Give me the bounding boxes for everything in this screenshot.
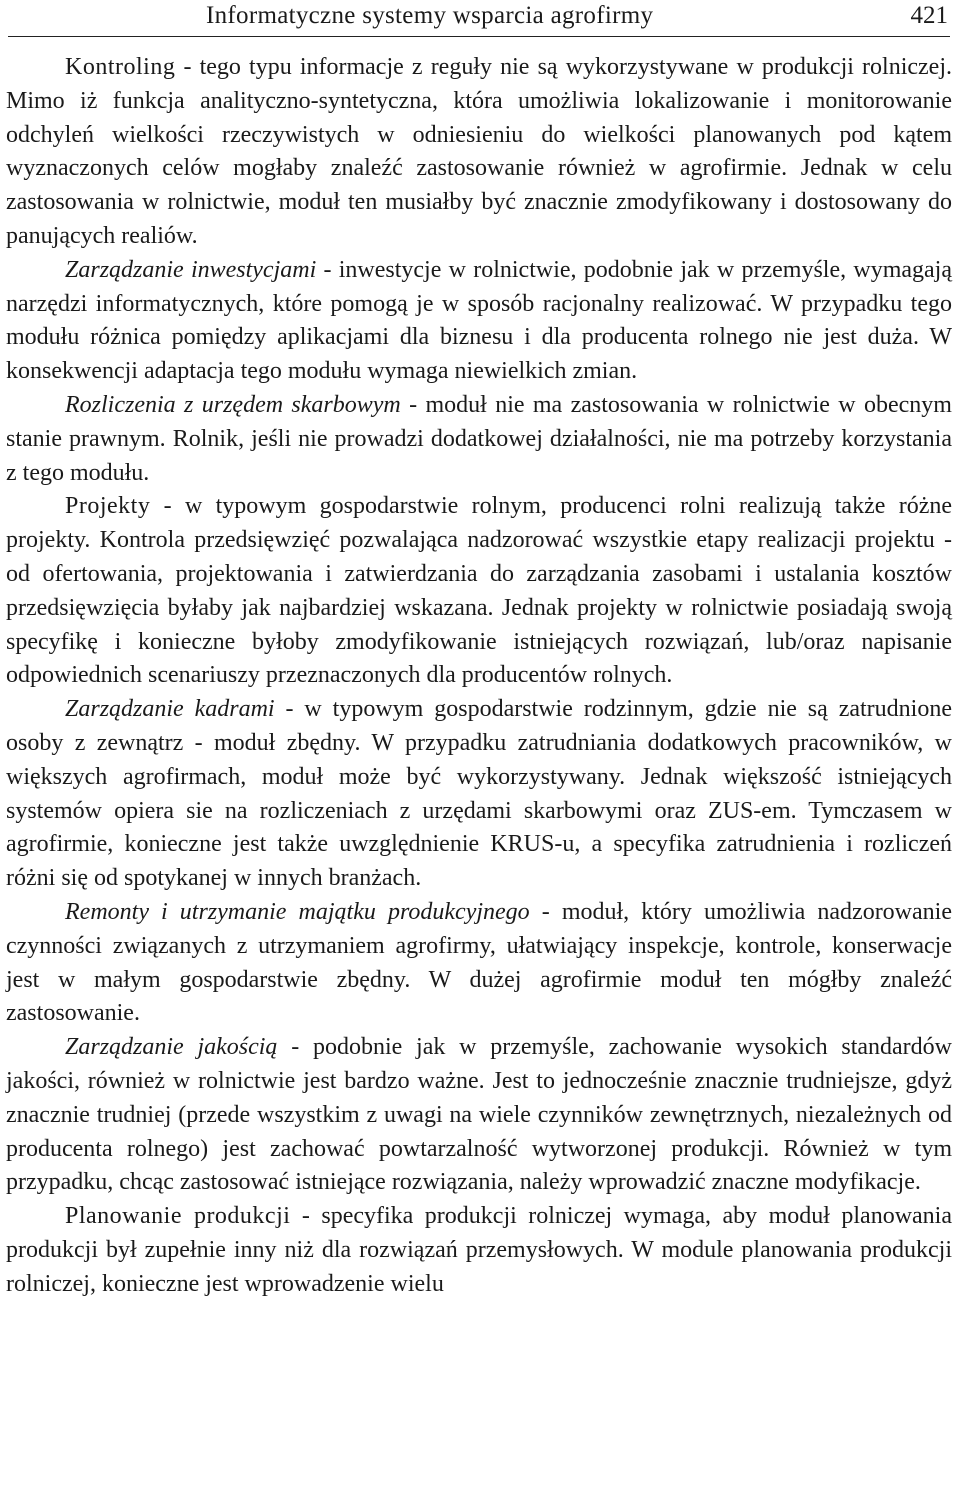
paragraph-planowanie-produkcji <box>6 1200 952 1301</box>
paragraph-text: - podobnie jak w przemyśle, zachowanie wysokich standardów jakości, również w rolnictwie jest bardzo ważne. Jest to jednocześnie znacznie trudniejsze, gdyż znacznie trudniej (przede wszystkim z uwagi na wiele czynników zewnętrznych, niezależnych od producenta rolnego) jest zachować powtarzalność wytworzonej produkcji. Również w tym przypadku, chcąc zastosować istniejące rozwiązania, należy wprowadzić znaczne modyfikacje. <box>6 1034 953 1196</box>
page-number: 421 <box>910 2 948 29</box>
paragraph-text: - w typowym gospodarstwie rodzinnym, gdzie nie są zatrudnione osoby z zewnątrz - moduł zbędny. W przypadku zatrudniania dodatkowych pracowników, w większych agrofirmach, moduł może być wykorzystywany. Jednak większość istniejących systemów opiera sie na rozliczeniach z urzędami skarbowymi oraz ZUS-em. Tymczasem w agrofirmie, konieczne jest także uwzględnienie KRUS-u, a specyfika zatrudnienia i rozliczeń różni się od spotykanej w innych branżach. <box>6 696 952 892</box>
paragraph-projekty <box>6 490 952 693</box>
paragraph-zarzadzanie-inwestycjami <box>6 254 952 389</box>
paragraph-term: Rozliczenia z urzędem skarbowym <box>65 391 401 418</box>
paragraph-term: Projekty <box>65 493 151 520</box>
paragraph-remonty <box>6 896 952 1031</box>
paragraph-term: Zarządzanie jakością <box>65 1034 278 1061</box>
paragraph-rozliczenia <box>6 389 952 490</box>
paragraph-kontroling <box>6 51 952 254</box>
paragraph-zarzadzanie-jakoscia <box>6 1031 952 1200</box>
body-text <box>6 51 952 1301</box>
paragraph-text: - moduł nie ma zastosowania w rolnictwie w obecnym stanie prawnym. Rolnik, jeśli nie prowadzi dodatkowej działalności, nie ma potrzeby korzystania z tego modułu. <box>6 391 952 486</box>
paragraph-text: - moduł, który umożliwia nadzorowanie czynności związanych z utrzymaniem agrofirmy, ułatwiający inspekcje, kontrole, konserwacje jest w małym gospodarstwie zbędny. W dużej agrofirmie moduł ten mógłby znaleźć zastosowanie. <box>6 898 952 1027</box>
paragraph-term: Planowanie produkcji <box>65 1203 291 1230</box>
running-header <box>8 0 950 37</box>
paragraph-zarzadzanie-kadrami <box>6 693 952 896</box>
paragraph-text: - tego typu informacje z reguły nie są wykorzystywane w produkcji rolniczej. Mimo iż funkcja analityczno-syntetyczna, która umożliwia lokalizowanie i monitorowanie odchyleń wielkości rzeczywistych w odniesieniu do wielkości planowanych pod kątem wyznaczonych celów mogłaby znaleźć zastosowanie również w agrofirmie. Jednak w celu zastosowania w rolnictwie, moduł ten musiałby być znacznie zmodyfikowany i dostosowany do panujących realiów. <box>6 54 952 249</box>
paragraph-term: Remonty i utrzymanie majątku produkcyjnego <box>65 898 530 925</box>
paragraph-term: Kontroling <box>65 54 176 80</box>
paragraph-term: Zarządzanie inwestycjami <box>65 256 317 283</box>
paragraph-text: - w typowym gospodarstwie rolnym, producenci rolni realizują także różne projekty. Kontrola przedsięwzięć pozwalająca nadzorować wszystkie etapy realizacji projektu - od ofertowania, projektowania i zatwierdzania do zarządzania zasobami i ustalania kosztów przedsięwzięcia byłaby jak najbardziej wskazana. Jednak projekty w rolnictwie posiadają swoją specyfikę i konieczne byłoby zmodyfikowanie istniejących rozwiązań, lub/oraz napisanie odpowiednich scenariuszy przeznaczonych dla producentów rolnych. <box>6 493 952 689</box>
paragraph-text: - inwestycje w rolnictwie, podobnie jak w przemyśle, wymagają narzędzi informatycznych, które pomogą je w sposób racjonalny realizować. W przypadku tego modułu różnica pomiędzy aplikacjami dla biznesu i dla producenta rolnego nie jest duża. W konsekwencji adaptacja tego modułu wymaga niewielkich zmian. <box>6 256 952 385</box>
paragraph-text: - specyfika produkcji rolniczej wymaga, aby moduł planowania produkcji był zupełnie inny niż dla rozwiązań przemysłowych. W module planowania produkcji rolniczej, konieczne jest wprowadzenie wielu <box>6 1203 953 1297</box>
running-title: Informatyczne systemy wsparcia agrofirmy <box>206 2 654 29</box>
paragraph-term: Zarządzanie kadrami <box>65 696 275 723</box>
